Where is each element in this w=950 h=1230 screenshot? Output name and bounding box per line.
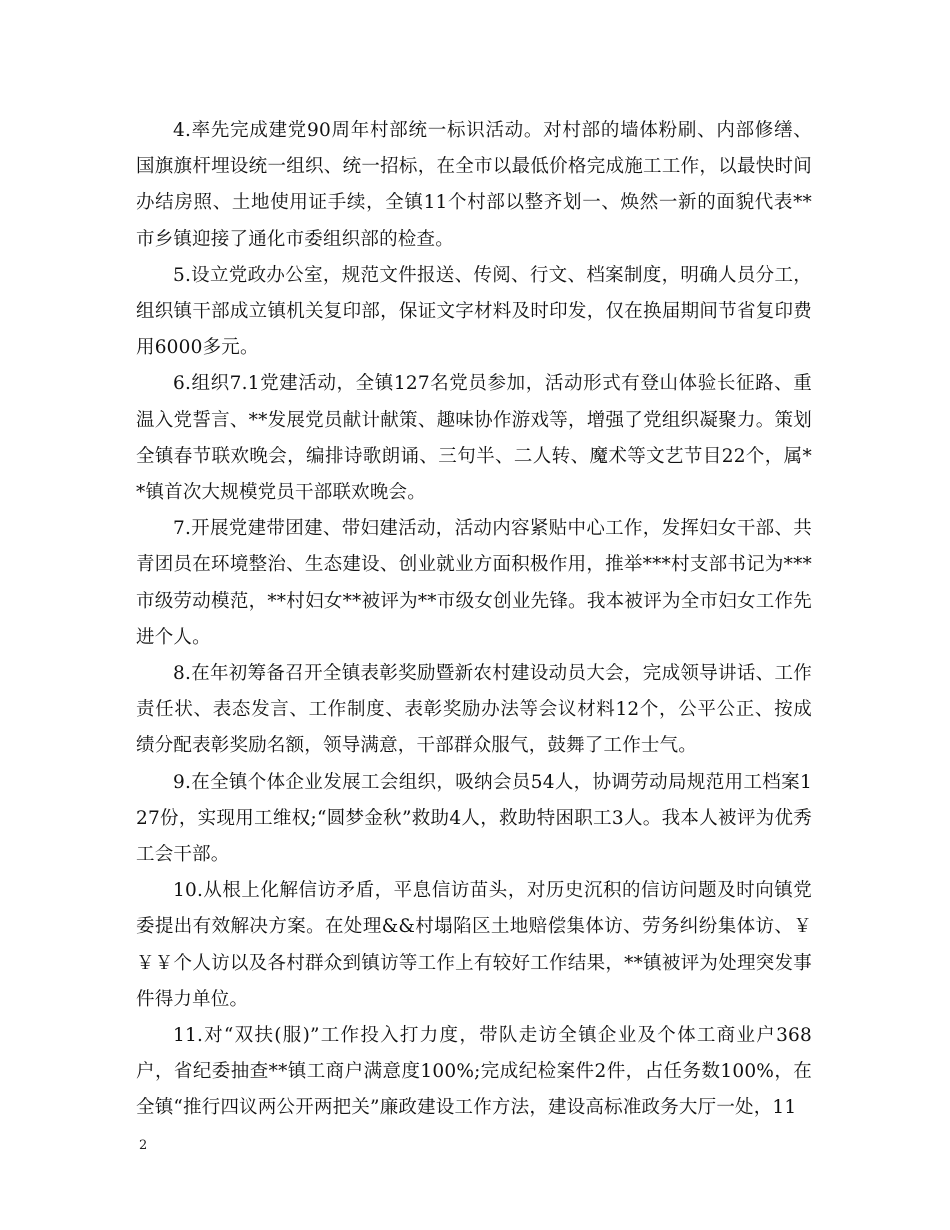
paragraph-item-8: 8.在年初筹备召开全镇表彰奖励暨新农村建设动员大会，完成领导讲话、工作责任状、表态发言、工作制度、表彰奖励办法等会议材料12个，公平公正、按成绩分配表彰奖励名额，领导满意，干部群众服气，鼓舞了工作士气。 <box>136 663 812 757</box>
paragraph-item-9: 9.在全镇个体企业发展工会组织，吸纳会员54人，协调劳动局规范用工档案127份，实现用工维权;“圆梦金秋”救助4人，救助特困职工3人。我本人被评为优秀工会干部。 <box>136 771 812 866</box>
page-number: 2 <box>139 1138 148 1153</box>
paragraph-item-5: 5.设立党政办公室，规范文件报送、传阅、行文、档案制度，明确人员分工，组织镇干部成立镇机关复印部，保证文字材料及时印发，仅在换届期间节省复印费用6000多元。 <box>136 264 812 359</box>
paragraph-item-7: 7.开展党建带团建、带妇建活动，活动内容紧贴中心工作，发挥妇女干部、共青团员在环境整治、生态建设、创业就业方面积极作用，推举***村支部书记为***市级劳动模范，**村妇女**被评为**市级女创业先锋。我本被评为全市妇女工作先进个人。 <box>136 518 812 648</box>
paragraph-item-11: 11.对“双扶(服)”工作投入打力度，带队走访全镇企业及个体工商业户368户，省纪委抽查**镇工商户满意度100%;完成纪检案件2件，占任务数100%，在全镇“推行四议两公开两把关”廉政建设工作方法，建设高标准政务大厅一处，11 <box>136 1025 812 1119</box>
paragraph-item-10: 10.从根上化解信访矛盾，平息信访苗头，对历史沉积的信访问题及时向镇党委提出有效解决方案。在处理&&村塌陷区土地赔偿集体访、劳务纠纷集体访、￥￥￥个人访以及各村群众到镇访等工作上有较好工作结果，**镇被评为处理突发事件得力单位。 <box>136 880 812 1010</box>
paragraph-item-4: 4.率先完成建党90周年村部统一标识活动。对村部的墙体粉刷、内部修缮、国旗旗杆埋设统一组织、统一招标，在全市以最低价格完成施工工作，以最快时间办结房照、土地使用证手续，全镇11个村部以整齐划一、焕然一新的面貌代表**市乡镇迎接了通化市委组织部的检查。 <box>136 120 812 250</box>
paragraph-item-6: 6.组织7.1党建活动，全镇127名党员参加，活动形式有登山体验长征路、重温入党誓言、**发展党员献计献策、趣味协作游戏等，增强了党组织凝聚力。策划全镇春节联欢晚会，编排诗歌朗诵、三句半、二人转、魔术等文艺节目22个，属**镇首次大规模党员干部联欢晚会。 <box>136 373 812 504</box>
document-body <box>136 113 812 1127</box>
